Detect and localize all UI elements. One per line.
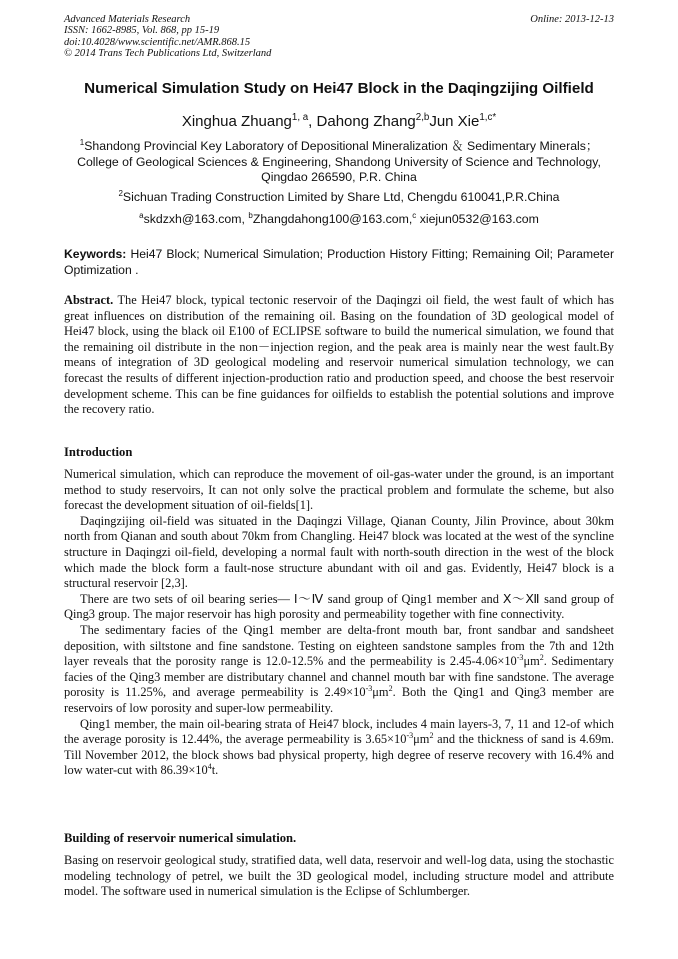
abstract [64,293,614,418]
superscript: 2 [388,684,393,694]
keywords-label: Keywords: [64,247,127,261]
email-superscript: a [139,210,144,220]
author-name: Jun Xie [429,113,480,130]
text-run: . Sedimentary facies of the Qing3 member are distributary channel and channel mouth bar with fine sandstone. The average porosity is 11.25%, and average permeability is 2.49×10 [64,654,614,700]
superscript: -3 [406,730,414,740]
email-line [50,212,628,228]
abstract-label: Abstract. [64,293,114,307]
keywords-text: Hei47 Block; Numerical Simulation; Production History Fitting; Remaining Oil; Parameter Optimization . [64,247,614,277]
section-heading-introduction: Introduction [64,445,133,459]
author-superscript: 1,c* [479,112,497,123]
text-run: . Both the Qing1 and Qing3 member are reservoirs of low porosity and super-low permeability. [64,685,614,715]
journal-name: Advanced Materials Research [64,14,191,25]
author-superscript: 1, a [291,112,309,123]
text-run: Qing1 member, the main oil-bearing strata of Hei47 block, includes 4 main layers-3, 7, 11 and 12-of which the average porosity is 12.44%, the average permeability is 3.65×10 [64,716,614,747]
paragraph: Daqingzijing oil-field was situated in the Daqingzi Village, Qianan County, Jilin Province, about 30km north from Qianan and south about 70km from Changling. Hei47 block was located at the west of the syncline structure in Daqingzi oil-field, developing a normal fault with north-south direction in the west of the block which made the block form a fault-nose structure abundant with oil and gas. Evidently, Hei47 block is a structural reservoir [2,3]. [64,513,614,591]
affiliation-superscript: 1 [79,137,85,147]
affiliation-1 [50,139,628,186]
text-run: μm [523,654,540,669]
section-heading-building: Building of reservoir numerical simulation. [64,831,297,845]
building-body [64,853,614,900]
text-run: and the thickness of sand is 4.69m. Till November 2012, the block shows bad physical property, high degree of reserve recovery with 16.4% and low water-cut with 86.39×10 [64,732,615,778]
email-address: Zhangdahong100@163.com, [252,212,413,226]
email-address: xiejun0532@163.com [416,212,539,226]
paper-title: Numerical Simulation Study on Hei47 Block in the Daqingzijing Oilfield [84,80,594,97]
paragraph: Numerical simulation, which can reproduce the movement of oil-gas-water under the ground, is an important method to study reservoirs, It can not only solve the practical problem and formulate the scheme, but also forecast the development situation of oil-fields[1]. [64,467,614,513]
text-run: μm [413,732,430,747]
author-name: Dahong Zhang [316,113,416,130]
copyright-line: © 2014 Trans Tech Publications Ltd, Switzerland [64,48,272,60]
author-name: Xinghua Zhuang [181,113,292,130]
affiliation-line: Qingdao 266590, P.R. China [261,170,417,185]
paragraph: Basing on reservoir geological study, stratified data, well data, reservoir and well-log data, using the stochastic modeling technology of petrel, we built the 3D geological model, including structure model and attribute model. The software used in numerical simulation is the Eclipse of Schlumberger. [64,853,614,899]
affiliation-line: Sichuan Trading Construction Limited by Share Ltd, Chengdu 610041,P.R.China [122,190,560,204]
affiliation-2 [50,190,628,206]
text-run: t. [211,763,219,778]
paragraph: There are two sets of oil bearing series— Ⅰ～Ⅳ sand group of Qing1 member and Ⅹ～Ⅻ sand group of Qing3 group. The major reservoir has high porosity and permeability together with fine connectivity. [64,591,614,622]
journal-header [64,14,614,60]
text-run: The sedimentary facies of the Qing1 member are delta-front mouth bar, front sandbar and sandsheet deposition, with siltstone and fine sandstone. Testing on eighteen sandstone samples from the 7th and 12th layer reveals that the porosity range is 12.0-12.5% and the permeability is 2.45-4.06×10 [64,622,614,669]
keywords [64,247,614,278]
author-list: Xinghua Zhuang$^{1, a}$, Dahong Zhang$^{2,b}$Jun Xie$^{1,c*}$ [181,112,497,130]
introduction-body [64,467,614,779]
affiliation-superscript: 2 [118,188,123,198]
online-date: Online: 2013-12-13 [530,14,614,25]
abstract-text: The Hei47 block, typical tectonic reservoir of the Daqingzi oil field, the west fault of which has great influences on distribution of the remaining oil. Basing on the foundation of 3D geological model of Hei47 block, using the black oil E100 of ECLIPSE software to build the numerical simulation, we found that the remaining oil distribute in the non－injection region, and the peak area is mainly near the west fault.By means of integration of 3D geological modeling and reservoir numerical simulation technology, we can forecast the results of different injection-production ratio and production speed, and choose the best reservoir development scheme. This can be fine guidances for oilfields to establish the potential solutions and improve the recovery ratio. [64,293,614,417]
superscript: -3 [365,684,373,694]
author-superscript: 2,b [415,112,430,123]
superscript: -3 [516,653,524,662]
paragraph [64,623,614,717]
superscript: 2 [539,653,544,662]
email-superscript: c [412,210,417,220]
email-address: skdzxh@163.com, [143,212,249,226]
affiliation-line: College of Geological Sciences & Engineering, Shandong University of Science and Technology, [77,154,601,169]
email-superscript: b [248,210,253,220]
superscript: 4 [207,762,212,772]
paragraph [64,717,614,779]
text-run: μm [372,685,389,700]
issn-line: ISSN: 1662-8985, Vol. 868, pp 15-19 [64,25,220,37]
doi-line: doi:10.4028/www.scientific.net/AMR.868.15 [64,36,251,48]
affiliation-line: Shandong Provincial Key Laboratory of Depositional Mineralization ＆ Sedimentary Minerals； [84,139,599,153]
superscript: 2 [429,730,434,740]
